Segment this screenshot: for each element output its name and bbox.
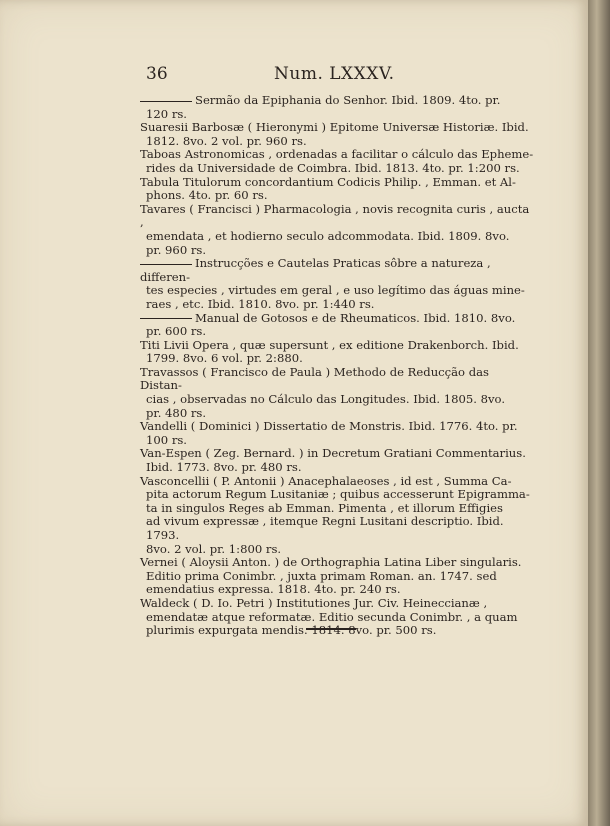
entry-line: 120 rs. (146, 106, 187, 121)
entry-line: rides da Universidade de Coimbra. Ibid. 1813. 4to. pr. 1:200 rs. (146, 160, 520, 175)
entry-line: Van-Espen ( Zeg. Bernard. ) in Decretum Gratiani Commentarius. (140, 446, 526, 461)
entry-line: 8vo. 2 vol. pr. 1:800 rs. (146, 541, 282, 556)
entry-line: 1812. 8vo. 2 vol. pr. 960 rs. (146, 133, 307, 148)
entry-line: pr. 960 rs. (146, 242, 207, 257)
entry-line: Editio prima Conimbr. , juxta primam Roman. an. 1747. sed (146, 568, 497, 583)
entry-line: Waldeck ( D. Io. Petri ) Institutiones Jur. Civ. Heineccianæ , (140, 595, 488, 610)
catalog-entry (140, 176, 534, 203)
catalog-entries (140, 94, 534, 638)
catalog-entry (140, 94, 534, 121)
entry-line: emendata , et hodierno seculo adcommodata. Ibid. 1809. 8vo. (146, 228, 510, 243)
entry-line: Vernei ( Aloysii Anton. ) de Orthographia Latina Liber singularis. (140, 555, 522, 570)
entry-line: Instrucções e Cautelas Praticas sôbre a natureza , differen- (140, 256, 491, 284)
catalog-entry (140, 475, 534, 557)
catalog-entry (140, 447, 534, 474)
entry-line: Travassos ( Francisco de Paula ) Methodo de Reducção das Distan- (140, 364, 490, 393)
entry-line: Sermão da Epiphania do Senhor. Ibid. 1809. 4to. pr. (140, 94, 534, 108)
entry-line: Vasconcellii ( P. Antonii ) Anacephalaeoses , id est , Summa Ca- (140, 473, 512, 488)
entry-line: pr. 600 rs. (146, 324, 207, 339)
entry-line: emendatius expressa. 1818. 4to. pr. 240 rs. (146, 582, 401, 597)
entry-line: tes especies , virtudes em geral , e uso legítimo das águas mine- (146, 283, 525, 298)
entry-line: Manual de Gotosos e de Rheumaticos. Ibid. 1810. 8vo. (140, 312, 534, 326)
entry-line: pr. 480 rs. (146, 405, 207, 420)
entry-line: pita actorum Regum Lusitaniæ ; quibus accesserunt Epigramma- (146, 487, 530, 502)
catalog-entry (140, 121, 534, 148)
entry-line: 1799. 8vo. 6 vol. pr. 2:880. (146, 351, 303, 366)
ditto-dash (140, 264, 192, 265)
entry-line: Taboas Astronomicas , ordenadas a facilitar o cálculo das Epheme- (140, 147, 534, 162)
end-rule (306, 628, 356, 630)
entry-line: Vandelli ( Dominici ) Dissertatio de Monstris. Ibid. 1776. 4to. pr. (140, 419, 518, 434)
entry-line: emendatæ atque reformatæ. Editio secunda Conimbr. , a quam (146, 609, 518, 624)
page-title: Num. LXXXV. (274, 64, 395, 84)
page-number: 36 (146, 64, 168, 84)
entry-line: plurimis expurgata mendis. 1814. 8vo. pr. 500 rs. (146, 623, 437, 638)
entry-line: raes , etc. Ibid. 1810. 8vo. pr. 1:440 rs. (146, 296, 375, 311)
entry-line: Titi Livii Opera , quæ supersunt , ex editione Drakenborch. Ibid. (140, 337, 519, 352)
catalog-entry (140, 203, 534, 257)
page-edge (588, 0, 610, 826)
catalog-entry (140, 148, 534, 175)
entry-line: Tabula Titulorum concordantium Codicis Philip. , Emman. et Al- (140, 174, 516, 189)
entry-line: ad vivum expressæ , itemque Regni Lusitani descriptio. Ibid. 1793. (146, 514, 504, 542)
catalog-entry (140, 366, 534, 420)
catalog-entry (140, 257, 534, 311)
catalog-entry (140, 556, 534, 597)
catalog-entry (140, 339, 534, 366)
entry-line: Suaresii Barbosæ ( Hieronymi ) Epitome Universæ Historiæ. Ibid. (140, 120, 529, 135)
catalog-entry (140, 597, 534, 638)
entry-line: Tavares ( Francisci ) Pharmacologia , novis recognita curis , aucta , (140, 201, 530, 230)
ditto-dash (140, 318, 192, 319)
entry-line: Ibid. 1773. 8vo. pr. 480 rs. (146, 460, 302, 475)
entry-line: ta in singulos Reges ab Emman. Pimenta , et illorum Effigies (146, 500, 503, 515)
catalog-entry (140, 312, 534, 339)
entry-line: phons. 4to. pr. 60 rs. (146, 188, 268, 203)
entry-line: cias , observadas no Cálculo das Longitudes. Ibid. 1805. 8vo. (146, 392, 505, 407)
entry-line: 100 rs. (146, 432, 187, 447)
ditto-dash (140, 101, 192, 102)
catalog-entry (140, 420, 534, 447)
